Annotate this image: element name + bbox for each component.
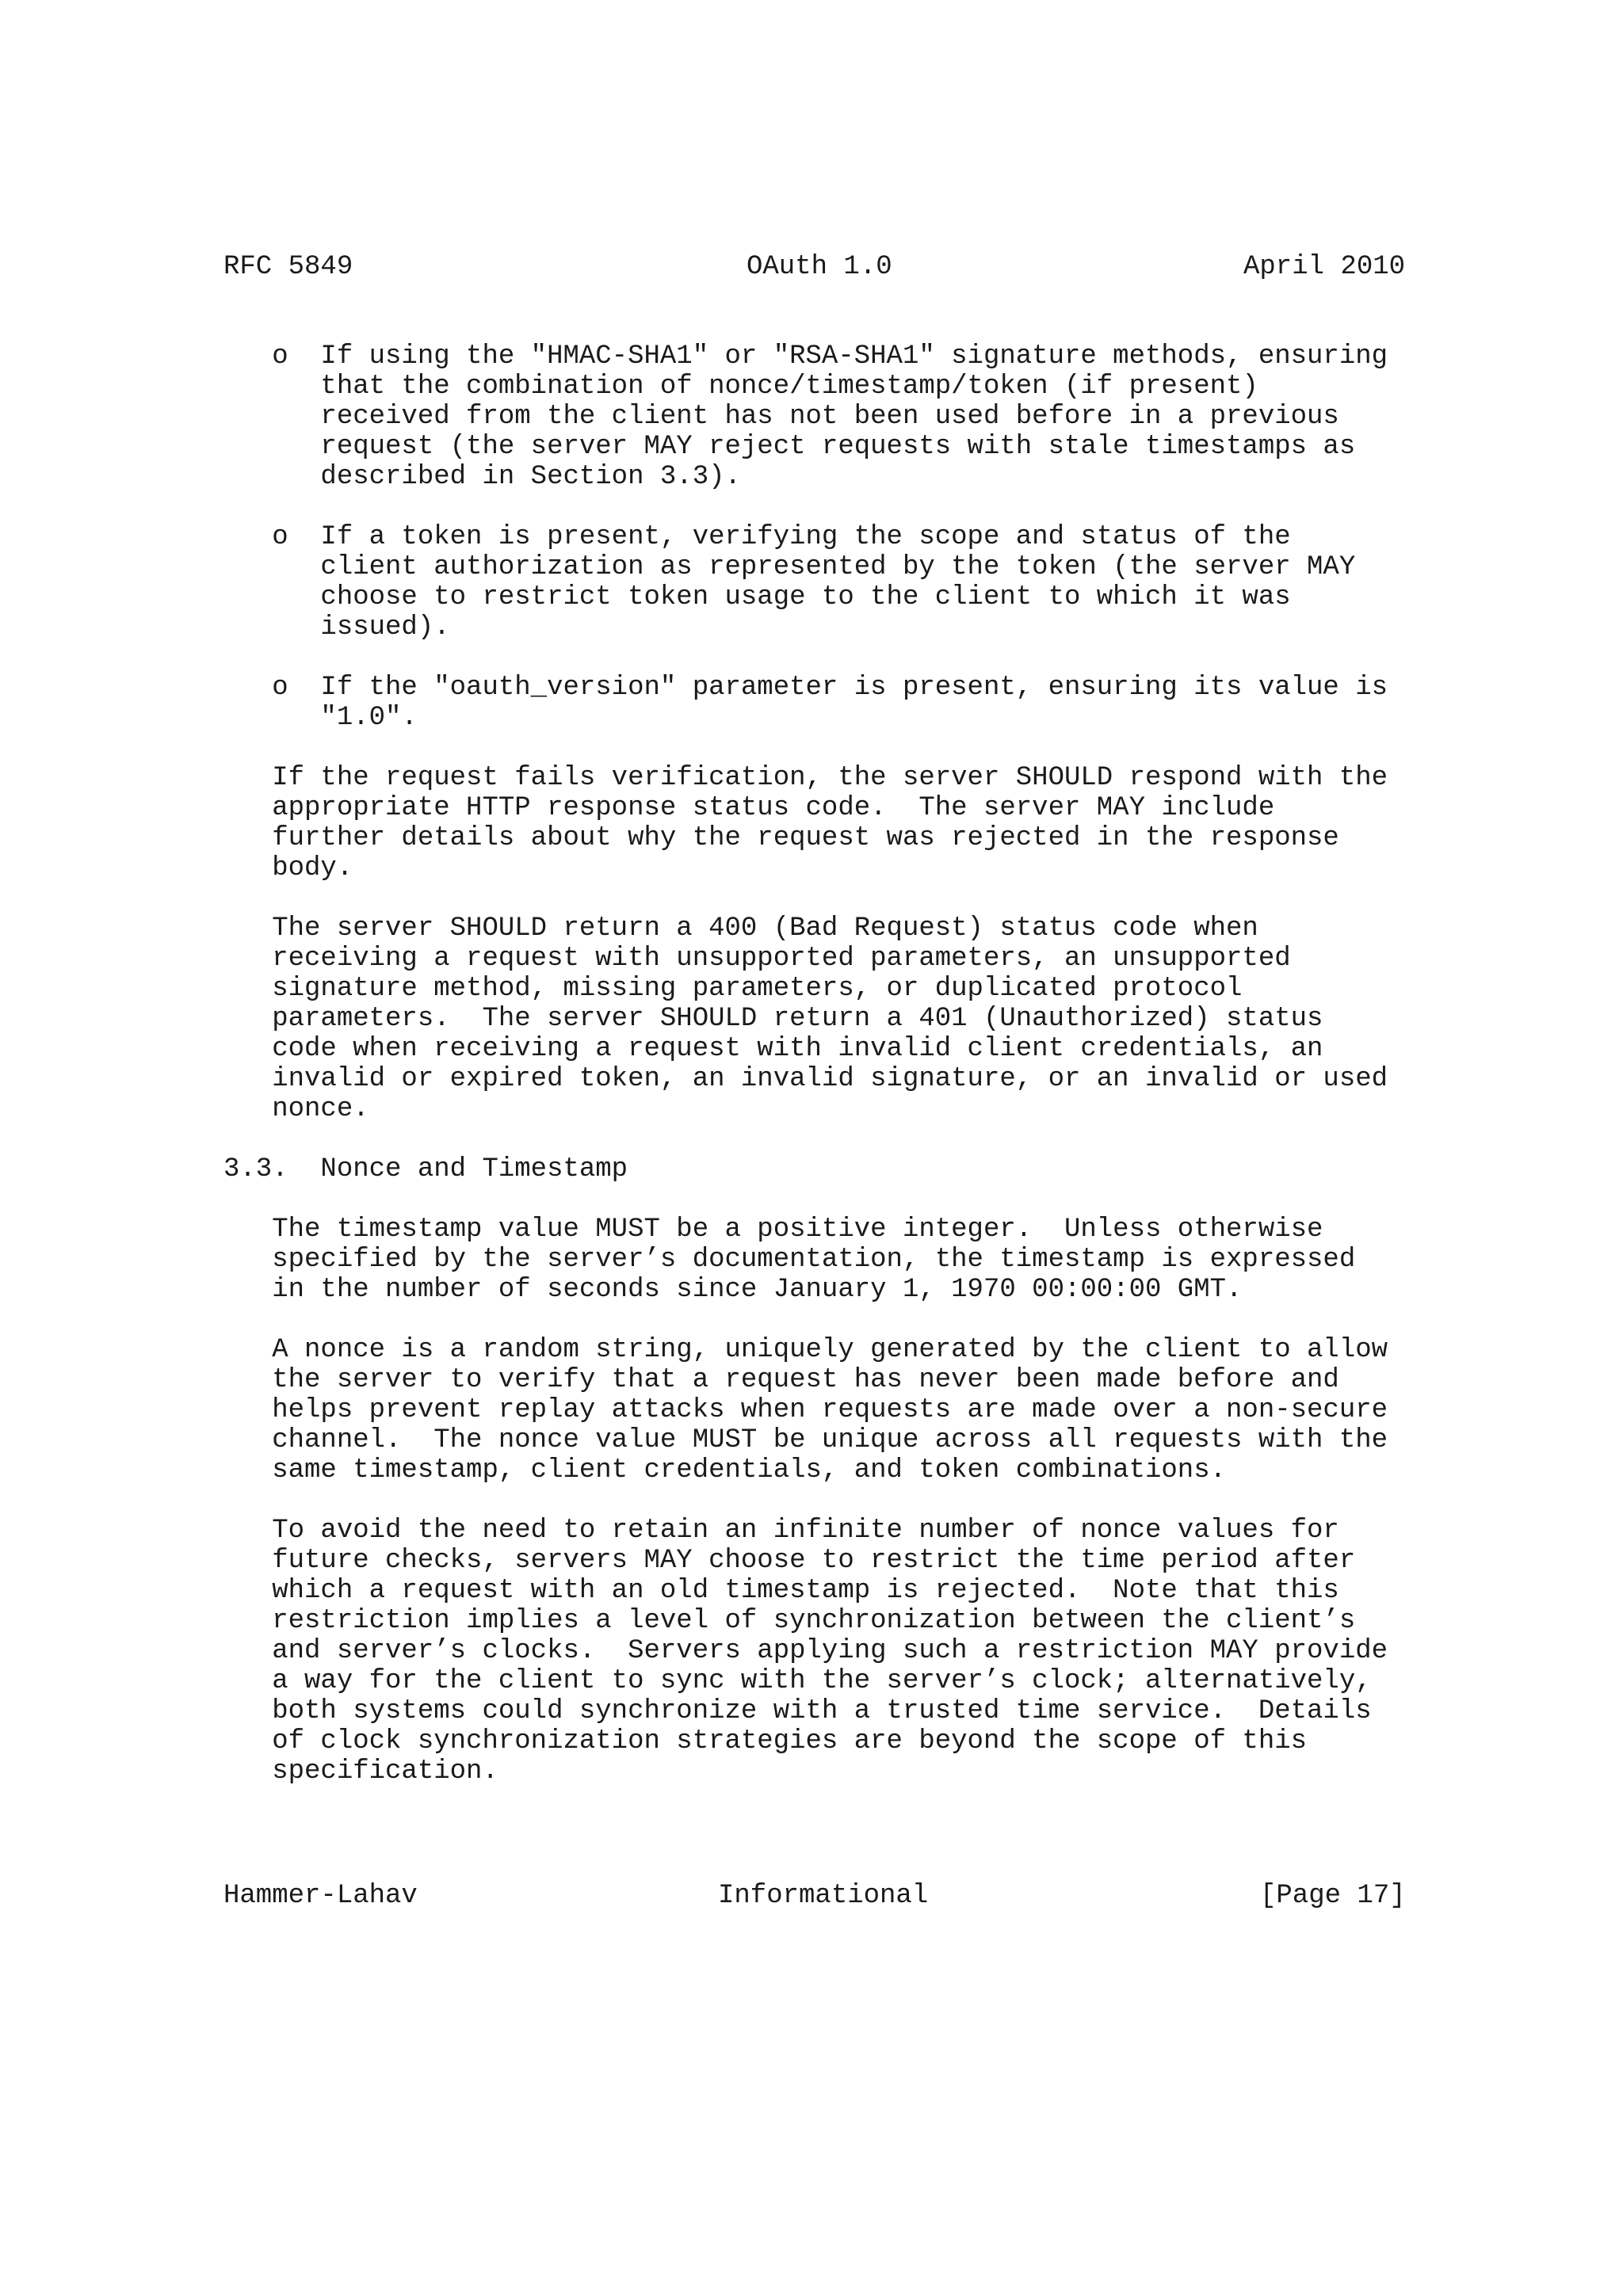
body-line: the server to verify that a request has never been made before and [223,1365,1339,1395]
body-line: nonce. [223,1094,369,1124]
body-line: "1.0". [223,703,418,733]
body-line: a way for the client to sync with the server’s clock; alternatively, [223,1666,1372,1696]
body-line: which a request with an old timestamp is rejected. Note that this [223,1576,1339,1606]
footer-author: Hammer-Lahav [223,1881,418,1911]
body-line: client authorization as represented by the token (the server MAY [223,552,1356,582]
section-heading: 3.3. Nonce and Timestamp [223,1154,628,1184]
header-title: OAuth 1.0 [747,252,892,282]
body-line: received from the client has not been used before in a previous [223,402,1339,432]
body-line: of clock synchronization strategies are beyond the scope of this [223,1726,1308,1756]
body-line: signature method, missing parameters, or duplicated protocol [223,974,1243,1004]
header-date: April 2010 [1243,252,1406,282]
body-line: in the number of seconds since January 1, 1970 00:00:00 GMT. [223,1275,1243,1305]
body-line: restriction implies a level of synchronization between the client’s [223,1606,1356,1636]
body-line: invalid or expired token, an invalid signature, or an invalid or used [223,1064,1388,1094]
body-line: that the combination of nonce/timestamp/token (if present) [223,372,1258,402]
body-line: further details about why the request was rejected in the response [223,823,1339,853]
header-rfc-number: RFC 5849 [223,252,353,282]
body-line: code when receiving a request with invalid client credentials, an [223,1034,1323,1064]
body-line: o If using the "HMAC-SHA1" or "RSA-SHA1" signature methods, ensuring [223,341,1388,372]
body-line: To avoid the need to retain an infinite number of nonce values for [223,1516,1339,1546]
body-line: helps prevent replay attacks when requests are made over a non-secure [223,1395,1388,1425]
body-line: o If the "oauth_version" parameter is present, ensuring its value is [223,673,1388,703]
body-line: o If a token is present, verifying the scope and status of the [223,522,1291,552]
body-line: parameters. The server SHOULD return a 401 (Unauthorized) status [223,1004,1323,1034]
body-line: issued). [223,612,450,643]
body-line: specified by the server’s documentation, the timestamp is expressed [223,1245,1356,1275]
body-line: channel. The nonce value MUST be unique across all requests with the [223,1425,1388,1455]
body-line: appropriate HTTP response status code. The server MAY include [223,793,1275,823]
body-line: If the request fails verification, the server SHOULD respond with the [223,763,1388,793]
body-line: The server SHOULD return a 400 (Bad Request) status code when [223,913,1258,944]
footer-page-number: [Page 17] [1260,1881,1406,1911]
footer-category: Informational [718,1881,929,1911]
body-line: body. [223,853,353,883]
body-line: and server’s clocks. Servers applying such a restriction MAY provide [223,1636,1388,1666]
body-line: choose to restrict token usage to the client to which it was [223,582,1291,612]
body-line: The timestamp value MUST be a positive integer. Unless otherwise [223,1215,1323,1245]
body-line: same timestamp, client credentials, and token combinations. [223,1455,1227,1486]
body-line: future checks, servers MAY choose to restrict the time period after [223,1546,1356,1576]
body-line: receiving a request with unsupported parameters, an unsupported [223,944,1291,974]
body-line: specification. [223,1756,498,1787]
body-line: described in Section 3.3). [223,462,741,492]
body-line: request (the server MAY reject requests with stale timestamps as [223,432,1356,462]
body-line: A nonce is a random string, uniquely generated by the client to allow [223,1335,1388,1365]
body-line: both systems could synchronize with a trusted time service. Details [223,1696,1372,1726]
